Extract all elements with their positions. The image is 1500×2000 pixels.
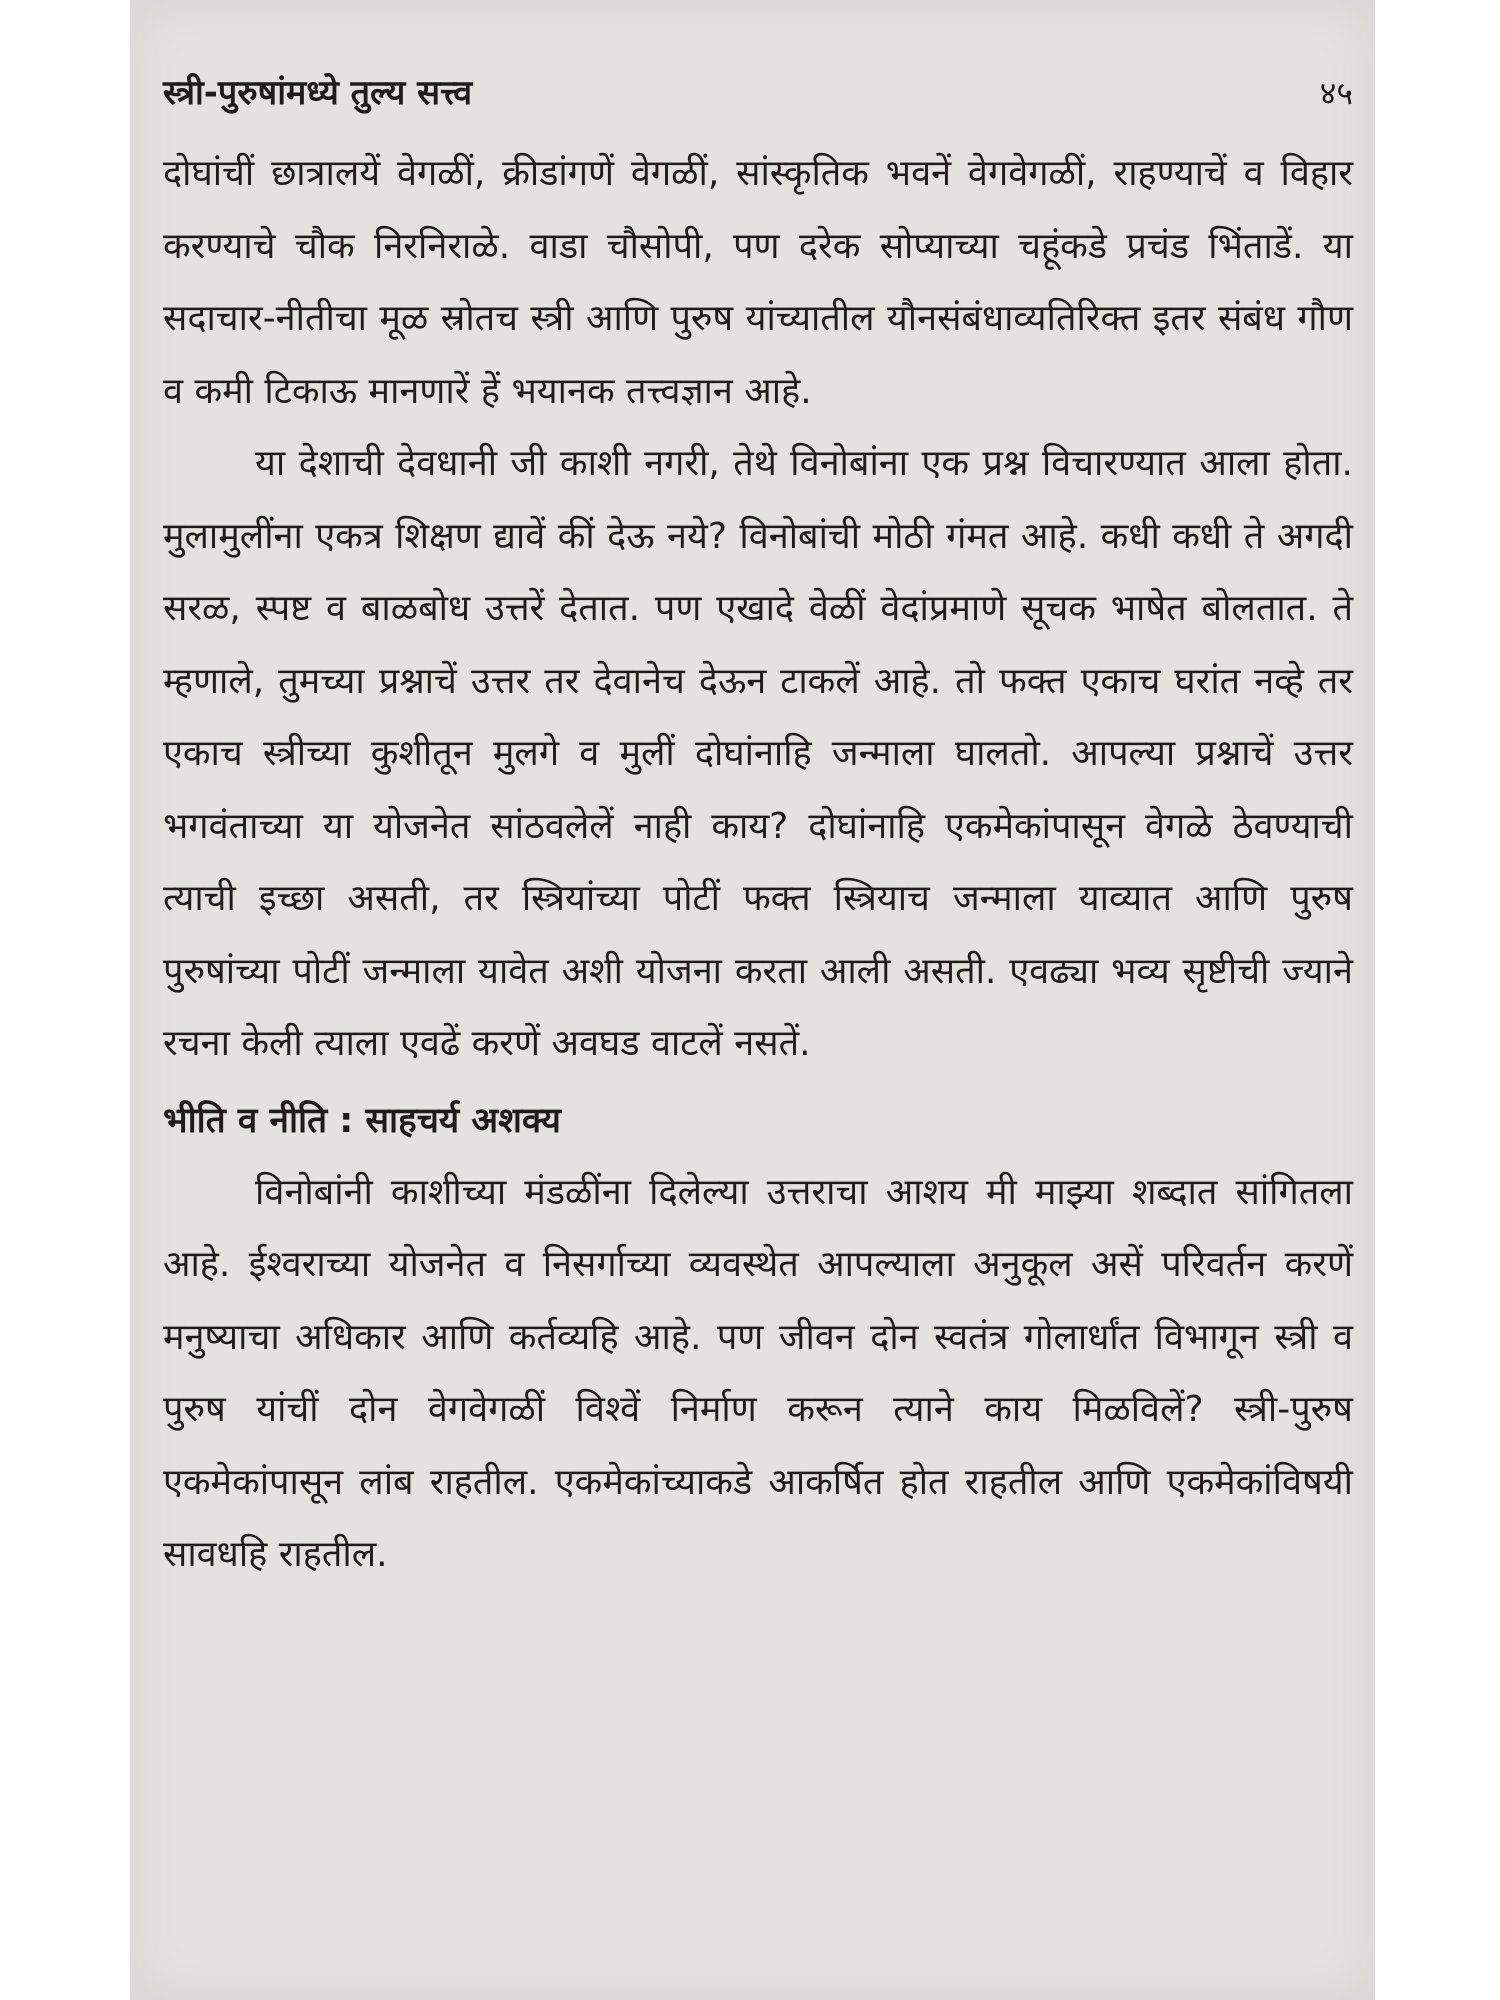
section-heading: भीति व नीति : साहचर्य अशक्य: [163, 1100, 561, 1141]
running-title: स्त्री-पुरुषांमध्ये तुल्य सत्त्व: [163, 73, 473, 113]
page-body: [163, 138, 1353, 1592]
page-header: [163, 68, 1353, 118]
paragraph-vinoba-answer: विनोबांनी काशीच्या मंडळींना दिलेल्या उत्तराचा आशय मी माझ्या शब्दात सांगितला आहे. ईश्वराच्या योजनेत व निसर्गाच्या व्यवस्थेत आपल्याला अनुकूल असें परिवर्तन करणें मनुष्याचा अधिकार आणि कर्तव्यहि आहे. पण जीवन दोन स्वतंत्र गोलार्धांत विभागून स्त्री व पुरुष यांचीं दोन वेगवेगळीं विश्वें निर्माण करून त्याने काय मिळविलें? स्त्री-पुरुष एकमेकांपासून लांब राहतील. एकमेकांच्याकडे आकर्षित होत राहतील आणि एकमेकांविषयी सावधहि राहतील.: [163, 1171, 1353, 1575]
paragraph-continued: दोघांचीं छात्रालयें वेगळीं, क्रीडांगणें वेगळीं, सांस्कृतिक भवनें वेगवेगळीं, राहण्याचें व विहार करण्याचे चौक निरनिराळे. वाडा चौसोपी, पण दरेक सोप्याच्या चहूंकडे प्रचंड भिंताडें. या सदाचार-नीतीचा मूळ स्रोतच स्त्री आणि पुरुष यांच्यातील यौनसंबंधाव्यतिरिक्त इतर संबंध गौण व कमी टिकाऊ मानणारें हें भयानक तत्त्वज्ञान आहे.: [163, 153, 1353, 412]
paragraph-vinoba-question: या देशाची देवधानी जी काशी नगरी, तेथे विनोबांना एक प्रश्न विचारण्यात आला होता. मुलामुलींना एकत्र शिक्षण द्यावें कीं देऊ नये? विनोबांची मोठी गंमत आहे. कधी कधी ते अगदी सरळ, स्पष्ट व बाळबोध उत्तरें देतात. पण एखादे वेळीं वेदांप्रमाणे सूचक भाषेत बोलतात. ते म्हणाले, तुमच्या प्रश्नाचें उत्तर तर देवानेच देऊन टाकलें आहे. तो फक्त एकाच घरांत नव्हे तर एकाच स्त्रीच्या कुशीतून मुलगे व मुलीं दोघांनाहि जन्माला घालतो. आपल्या प्रश्नाचें उत्तर भगवंताच्या या योजनेत सांठवलेलें नाही काय? दोघांनाहि एकमेकांपासून वेगळे ठेवण्याची त्याची इच्छा असती, तर स्त्रियांच्या पोटीं फक्त स्त्रियाच जन्माला याव्यात आणि पुरुष पुरुषांच्या पोटीं जन्माला यावेत अशी योजना करता आली असती. एवढ्या भव्य सृष्टीची ज्याने रचना केली त्याला एवढें करणें अवघड वाटलें नसतें.: [163, 443, 1353, 1064]
page-number: ४५: [1319, 74, 1353, 112]
